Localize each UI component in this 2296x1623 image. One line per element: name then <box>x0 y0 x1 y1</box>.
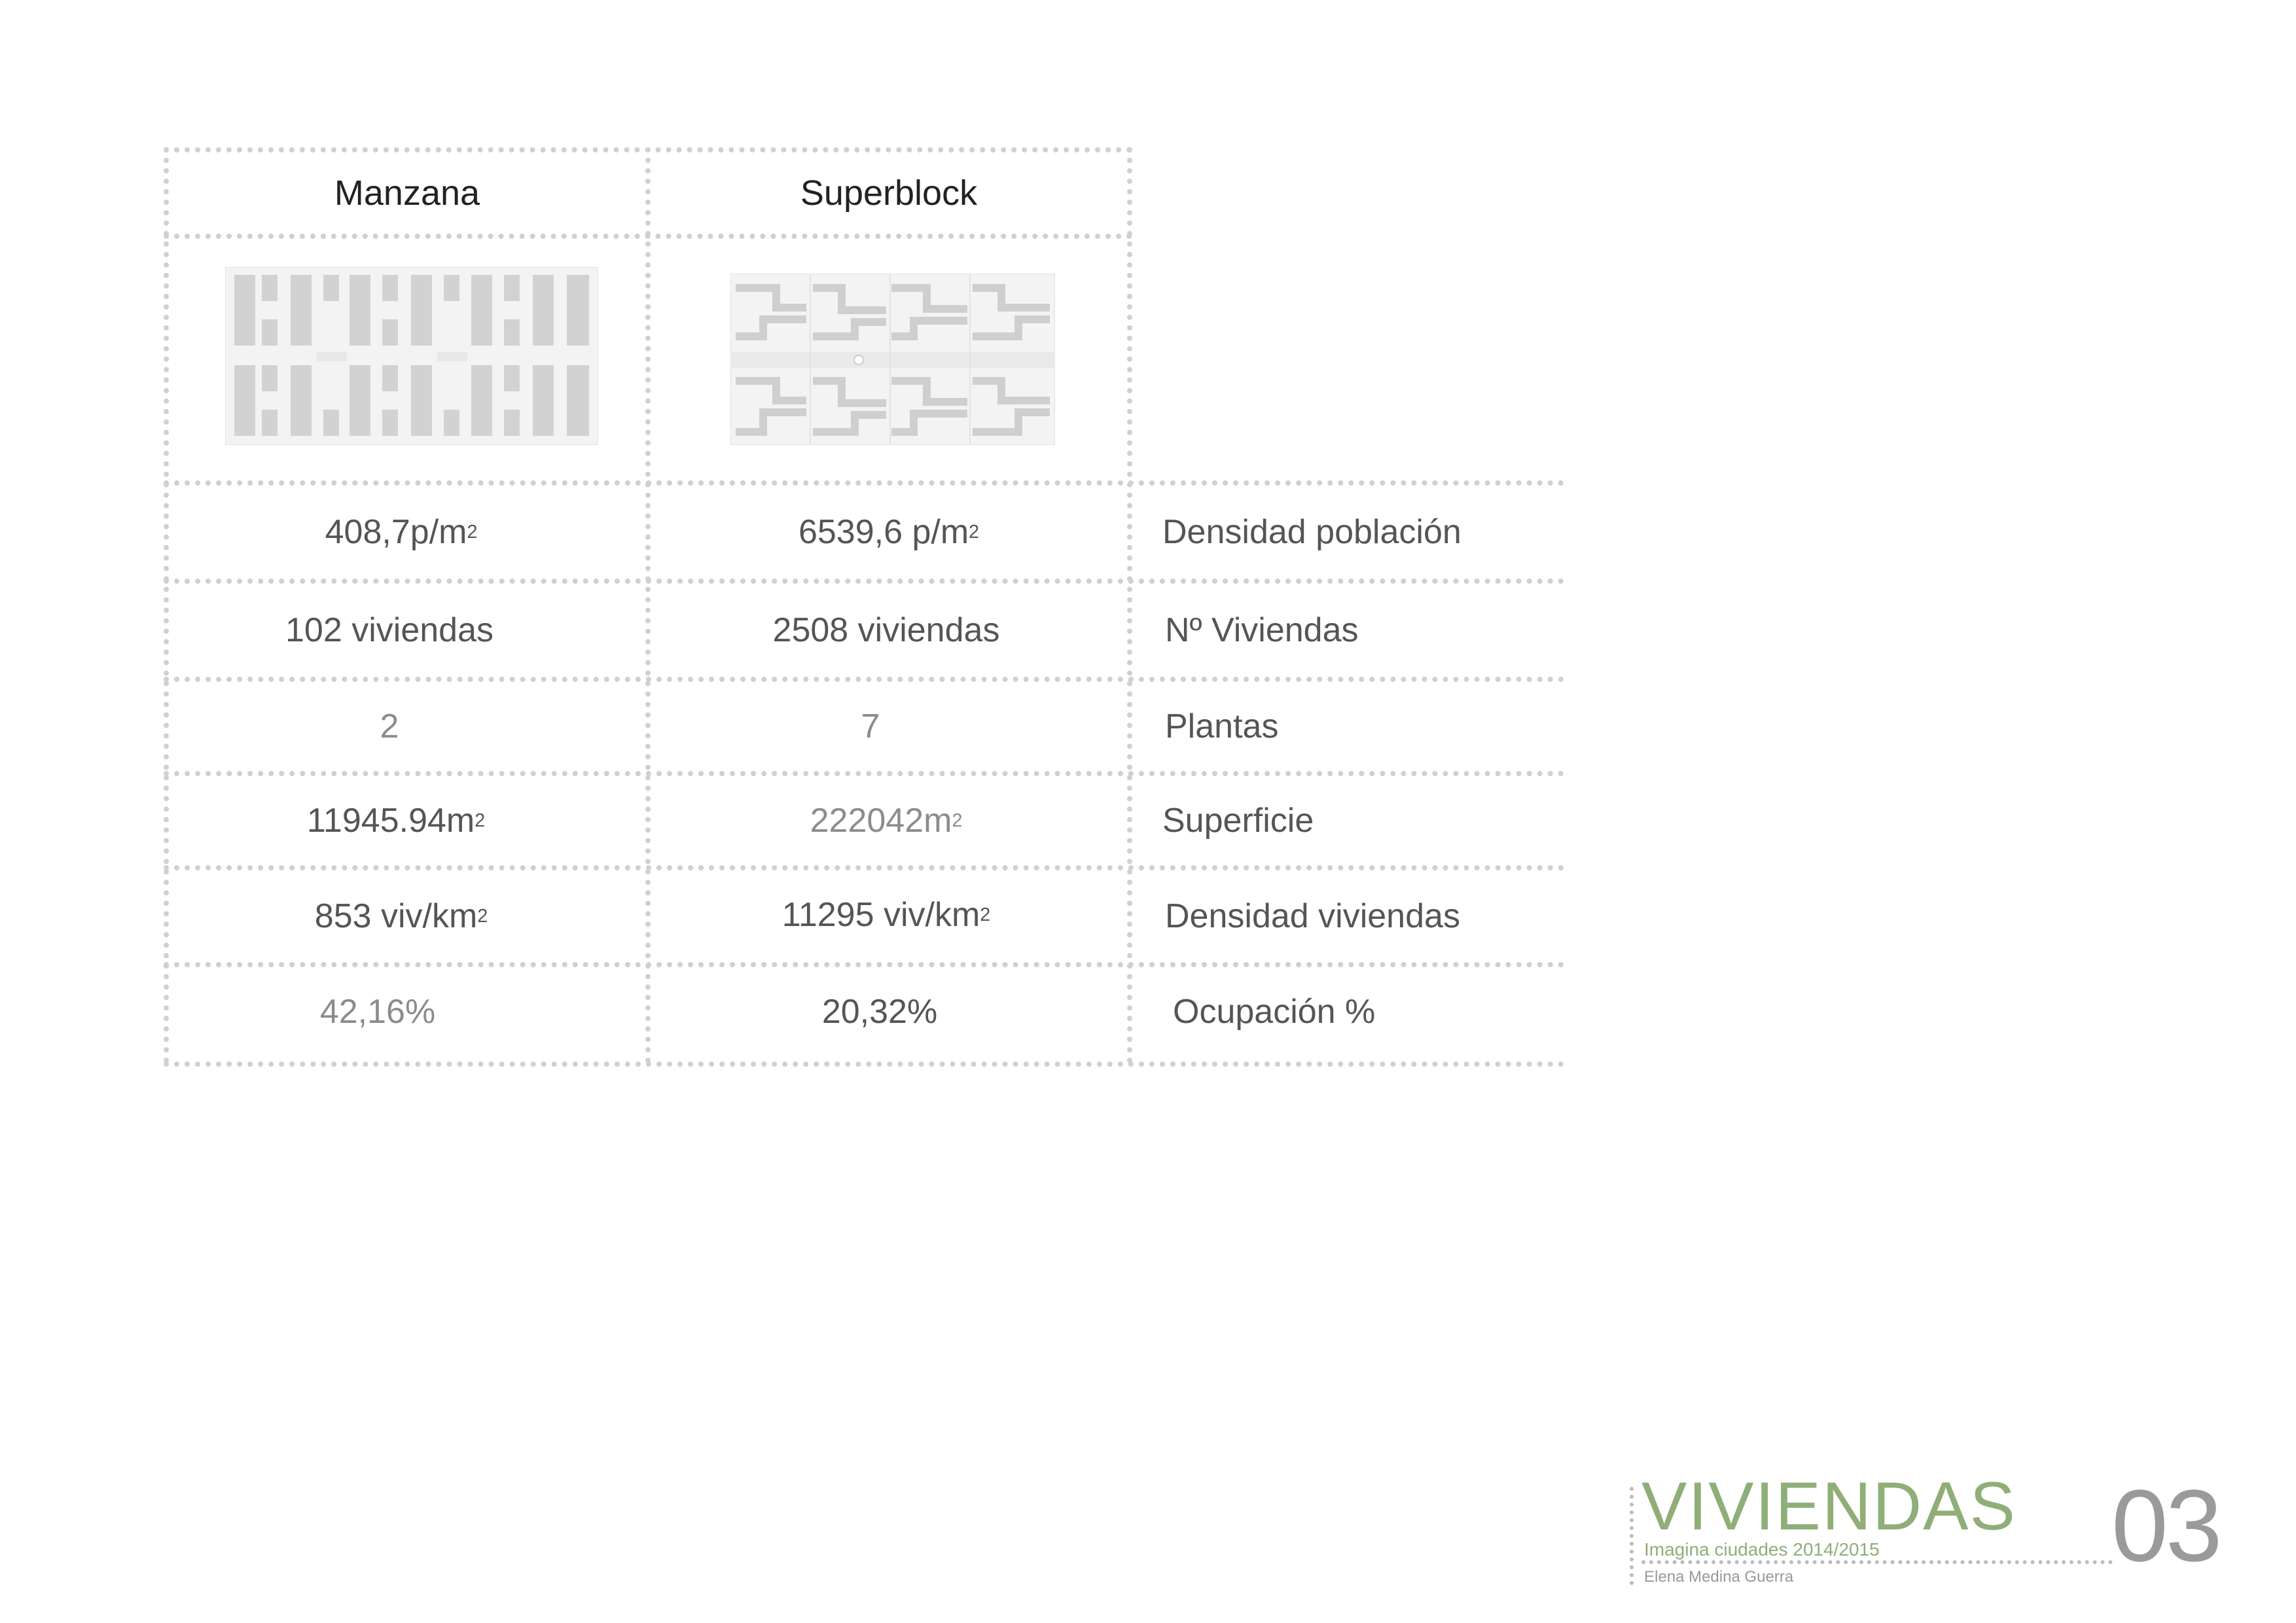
row-label-plantas: Plantas <box>1165 707 1279 745</box>
row-densidad-viviendas-manzana: 853 viv/km 2 <box>314 897 488 935</box>
section-title: VIVIENDAS <box>1641 1469 2017 1544</box>
row-label-densidad-poblacion: Densidad población <box>1162 513 1462 551</box>
cell-value: 6539,6 p/m <box>798 513 969 551</box>
cell-value: 7 <box>861 707 880 745</box>
grid-line <box>164 480 1564 486</box>
row-label-ocupacion: Ocupación % <box>1173 993 1376 1031</box>
row-densidad-poblacion-superblock: 6539,6 p/m 2 <box>798 513 980 551</box>
footer-dotted-divider <box>1630 1487 1634 1585</box>
cell-value: 102 viviendas <box>285 611 493 649</box>
header-superblock: Superblock <box>800 173 978 213</box>
cell-value: 2508 viviendas <box>772 611 1000 649</box>
grid-line <box>1127 147 1132 1063</box>
row-ocupacion-superblock <box>644 967 1115 1056</box>
cell-value: 42,16% <box>319 993 436 1031</box>
cell-value: 222042m <box>810 802 952 840</box>
row-viviendas-superblock <box>651 584 1122 677</box>
row-plantas-manzana <box>157 682 622 771</box>
row-label-superficie: Superficie <box>1162 802 1314 840</box>
row-label-densidad-viviendas: Densidad viviendas <box>1165 897 1460 935</box>
page-number: 03 <box>2111 1469 2220 1583</box>
cell-value: 11945.94m <box>306 802 475 840</box>
grid-line <box>164 962 1564 967</box>
grid-line <box>164 579 1564 584</box>
grid-line <box>645 147 651 1063</box>
grid-line <box>164 677 1564 682</box>
manzana-plan-drawing <box>225 267 598 445</box>
row-densidad-viviendas-superblock: 11295 viv/km 2 <box>781 896 991 934</box>
row-ocupacion-manzana <box>145 967 610 1056</box>
footer-dotted-leader <box>1641 1560 2113 1564</box>
cell-value: 408,7p/m <box>325 513 467 551</box>
author-name: Elena Medina Guerra <box>1644 1568 1794 1586</box>
header-manzana: Manzana <box>334 173 480 213</box>
row-viviendas-manzana <box>157 584 622 677</box>
grid-line <box>164 1061 1564 1067</box>
course-subtitle: Imagina ciudades 2014/2015 <box>1644 1539 1880 1560</box>
row-superficie-manzana: 11945.94m 2 <box>306 802 486 840</box>
cell-value: 2 <box>380 707 399 745</box>
cell-value: 853 viv/km <box>314 897 478 935</box>
row-superficie-superblock: 222042m 2 <box>810 802 963 840</box>
superblock-plan-drawing <box>730 274 1055 445</box>
row-plantas-superblock <box>635 682 1106 771</box>
row-label-viviendas: Nº Viviendas <box>1165 611 1359 649</box>
cell-value: 20,32% <box>821 993 938 1031</box>
cell-value: 11295 viv/km <box>781 896 980 934</box>
grid-line <box>164 865 1564 870</box>
grid-line <box>164 771 1564 776</box>
row-densidad-poblacion-manzana: 408,7p/m 2 <box>325 513 478 551</box>
